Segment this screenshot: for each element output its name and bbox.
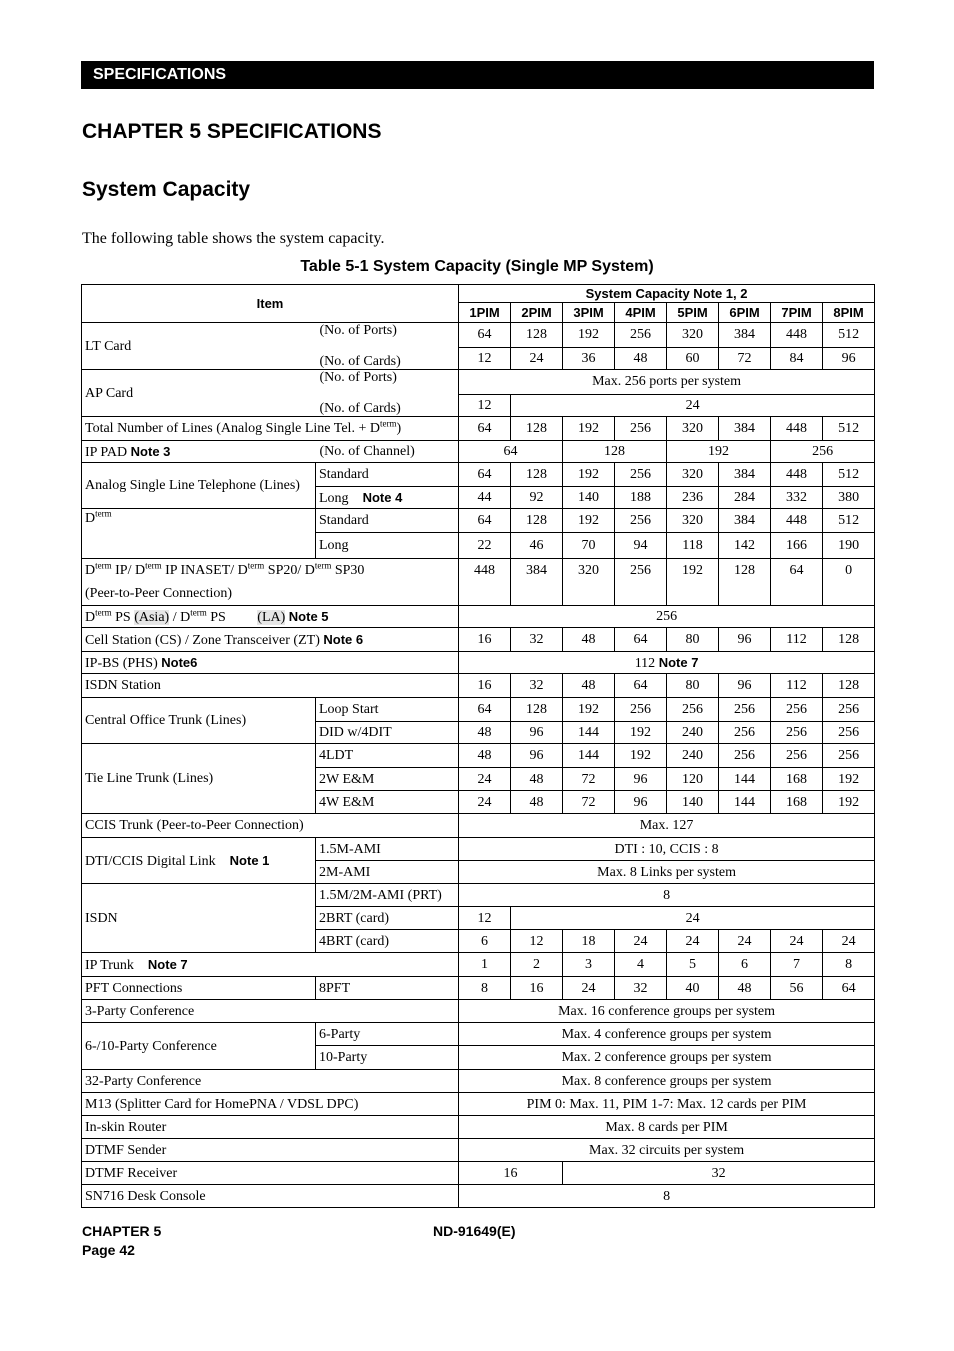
ports-unit-label: (No. of Ports)	[319, 370, 397, 385]
table-cell: 118	[667, 533, 719, 559]
table-cell: 32	[511, 628, 563, 652]
table-row	[82, 1023, 875, 1046]
row-label: DTMF Sender	[82, 1139, 459, 1162]
sub-label: 2M-AMI	[316, 861, 459, 884]
table-cell: 128	[511, 698, 563, 722]
note-label: Note 5	[288, 608, 329, 624]
table-cell: 8	[459, 977, 511, 1000]
table-row	[82, 1185, 875, 1208]
row-label: $D^{term}$ PS (Asia) / $D^{term}$ PS (LA) Note 5	[82, 606, 459, 628]
table-cell: 64	[459, 698, 511, 722]
table-cell: 64	[615, 674, 667, 698]
table-cell: 168	[771, 791, 823, 814]
cards-unit-label: (No. of Cards)	[319, 401, 401, 416]
table-cell: 64	[771, 559, 823, 606]
table-row	[82, 1116, 875, 1139]
table-cell: 192	[615, 722, 667, 744]
table-row	[82, 1000, 875, 1023]
table-cell: Max. 127	[459, 814, 875, 838]
table-cell: 192	[667, 441, 771, 463]
pim-header: 5PIM	[667, 303, 719, 323]
table-cell: 3	[563, 953, 615, 977]
table-cell: 256	[823, 698, 875, 722]
table-cell: 256	[719, 722, 771, 744]
table-cell: 384	[719, 509, 771, 533]
table-cell: 18	[563, 930, 615, 953]
table-cell: 128	[511, 323, 563, 348]
footer-page: Page 42	[82, 1242, 135, 1258]
table-cell: 448	[771, 509, 823, 533]
row-label: 3-Party Conference	[82, 1000, 459, 1023]
table-row	[82, 509, 875, 533]
row-label: 32-Party Conference	[82, 1070, 459, 1093]
table-cell: 24	[511, 907, 875, 930]
table-cell: 36	[563, 347, 615, 369]
table-cell: 84	[771, 347, 823, 369]
table-cell: 64	[615, 628, 667, 652]
table-row	[82, 323, 875, 348]
table-cell: 32	[511, 674, 563, 698]
table-cell: 96	[511, 744, 563, 768]
table-cell: 40	[667, 977, 719, 1000]
pim-header: 7PIM	[771, 303, 823, 323]
table-cell: 188	[615, 487, 667, 509]
table-cell: 384	[719, 463, 771, 487]
table-cell: 24	[823, 930, 875, 953]
table-row	[82, 628, 875, 652]
table-row	[82, 744, 875, 768]
row-label: In-skin Router	[82, 1116, 459, 1139]
table-row	[82, 814, 875, 838]
table-cell: 24	[459, 791, 511, 814]
table-cell: 48	[459, 722, 511, 744]
sub-label: Loop Start	[316, 698, 459, 722]
row-label: ISDN Station	[82, 674, 459, 698]
section-title: System Capacity	[82, 178, 251, 201]
table-cell: 24	[771, 930, 823, 953]
table-row	[82, 674, 875, 698]
table-row	[82, 1162, 875, 1185]
note-label: Note 6	[323, 631, 364, 647]
table-cell: 32	[615, 977, 667, 1000]
row-label: ISDN	[82, 884, 316, 953]
sub-label: 4BRT (card)	[316, 930, 459, 953]
table-cell: 256	[615, 559, 667, 606]
table-cell: 72	[563, 768, 615, 791]
table-row	[82, 417, 875, 441]
table-cell: 72	[719, 347, 771, 369]
sub-label: Standard	[316, 509, 459, 533]
pim-header: 4PIM	[615, 303, 667, 323]
table-cell: 144	[563, 722, 615, 744]
table-cell: 166	[771, 533, 823, 559]
row-label: IP-BS (PHS) Note6	[82, 652, 459, 674]
sub-label: 1.5M-AMI	[316, 838, 459, 861]
table-cell: 6	[719, 953, 771, 977]
table-cell: 320	[667, 509, 719, 533]
pim-header: 6PIM	[719, 303, 771, 323]
sub-label: 4W E&M	[316, 791, 459, 814]
table-row	[82, 441, 875, 463]
table-cell: 48	[563, 674, 615, 698]
section-header-bar	[81, 61, 874, 89]
table-cell: Max. 8 cards per PIM	[459, 1116, 875, 1139]
pim-header: 1PIM	[459, 303, 511, 323]
table-cell: 64	[459, 323, 511, 348]
table-cell: 64	[459, 463, 511, 487]
table-cell: Max. 16 conference groups per system	[459, 1000, 875, 1023]
table-cell: 448	[771, 323, 823, 348]
table-cell: 7	[771, 953, 823, 977]
table-cell: 12	[511, 930, 563, 953]
table-cell: 112 Note 7	[459, 652, 875, 674]
table-cell: 512	[823, 463, 875, 487]
table-cell: 48	[719, 977, 771, 1000]
table-cell: 256	[823, 722, 875, 744]
table-cell: 144	[719, 768, 771, 791]
table-cell: 192	[667, 559, 719, 606]
row-label: SN716 Desk Console	[82, 1185, 459, 1208]
table-row	[82, 652, 875, 674]
note-label: Note 3	[130, 443, 171, 459]
sub-label: 6-Party	[316, 1023, 459, 1046]
table-cell: 192	[563, 417, 615, 441]
row-label: $D^{term}$ IP/ $D^{term}$ IP INASET/ $D^{term}$ SP20/ $D^{term}$ SP30 (Peer-to-Peer Connection)	[82, 559, 459, 606]
table-cell: 128	[511, 417, 563, 441]
sub-label: Long Note 4	[316, 487, 459, 509]
table-cell: 384	[511, 559, 563, 606]
table-cell: 128	[563, 441, 667, 463]
table-cell: 332	[771, 487, 823, 509]
table-row	[82, 1093, 875, 1116]
table-cell: 48	[563, 628, 615, 652]
sub-label: 1.5M/2M-AMI (PRT)	[316, 884, 459, 907]
row-label: DTMF Receiver	[82, 1162, 459, 1185]
table-row	[82, 884, 875, 907]
table-cell: 192	[563, 323, 615, 348]
table-cell: 128	[823, 628, 875, 652]
row-label: $D^{term}$	[82, 509, 316, 559]
table-cell: 94	[615, 533, 667, 559]
row-label: M13 (Splitter Card for HomePNA / VDSL DPC)	[82, 1093, 459, 1116]
table-row	[82, 1139, 875, 1162]
sub-label: Standard	[316, 463, 459, 487]
table-cell: 5	[667, 953, 719, 977]
table-cell: 128	[719, 559, 771, 606]
section-header-label: SPECIFICATIONS	[93, 66, 227, 83]
table-cell: Max. 256 ports per system	[459, 370, 875, 395]
table-cell: Max. 4 conference groups per system	[459, 1023, 875, 1046]
table-cell: 192	[615, 744, 667, 768]
row-label: AP Card	[82, 370, 316, 417]
table-cell: 192	[563, 463, 615, 487]
table-cell: 12	[459, 907, 511, 930]
table-cell: 24	[667, 930, 719, 953]
table-cell: 22	[459, 533, 511, 559]
table-cell: 256	[667, 698, 719, 722]
table-cell: 190	[823, 533, 875, 559]
table-cell: DTI : 10, CCIS : 8	[459, 838, 875, 861]
table-cell: 112	[771, 674, 823, 698]
table-cell: 96	[615, 768, 667, 791]
table-cell: 512	[823, 509, 875, 533]
table-cell: 256	[771, 722, 823, 744]
table-cell: 128	[511, 463, 563, 487]
table-cell: 140	[667, 791, 719, 814]
unit-label: (No. of Channel)	[316, 441, 459, 463]
row-label: 6-/10-Party Conference	[82, 1023, 316, 1070]
table-cell: 256	[719, 744, 771, 768]
footer-chapter-block	[82, 1222, 161, 1260]
table-cell: 128	[823, 674, 875, 698]
table-cell: 16	[511, 977, 563, 1000]
table-cell: 80	[667, 674, 719, 698]
table-cell: 320	[563, 559, 615, 606]
sub-label: 2BRT (card)	[316, 907, 459, 930]
table-cell: 6	[459, 930, 511, 953]
system-capacity-table	[81, 284, 875, 1208]
table-cell: 140	[563, 487, 615, 509]
table-cell: 256	[771, 744, 823, 768]
table-cell: 96	[615, 791, 667, 814]
table-cell: 24	[511, 347, 563, 369]
pim-header: 8PIM	[823, 303, 875, 323]
table-cell: 142	[719, 533, 771, 559]
table-cell: 284	[719, 487, 771, 509]
table-row	[82, 1070, 875, 1093]
table-cell: 256	[719, 698, 771, 722]
table-cell: 512	[823, 323, 875, 348]
table-cell: 256	[459, 606, 875, 628]
note-label: Note 7	[147, 956, 188, 972]
table-cell: 256	[823, 744, 875, 768]
table-cell: 48	[615, 347, 667, 369]
sub-label: 8PFT	[316, 977, 459, 1000]
table-cell: 48	[511, 768, 563, 791]
table-cell: 448	[459, 559, 511, 606]
table-cell: 12	[459, 347, 511, 369]
table-cell: 48	[459, 744, 511, 768]
row-label: Analog Single Line Telephone (Lines)	[82, 463, 316, 509]
row-label: CCIS Trunk (Peer-to-Peer Connection)	[82, 814, 459, 838]
sub-label: 2W E&M	[316, 768, 459, 791]
sub-label: 4LDT	[316, 744, 459, 768]
table-cell: 0	[823, 559, 875, 606]
table-cell: 256	[615, 463, 667, 487]
table-cell: 4	[615, 953, 667, 977]
table-row	[82, 463, 875, 487]
table-cell: 128	[511, 509, 563, 533]
table-cell: Max. 32 circuits per system	[459, 1139, 875, 1162]
table-row	[82, 606, 875, 628]
table-cell: 16	[459, 1162, 563, 1185]
table-cell: 96	[823, 347, 875, 369]
table-cell: 96	[511, 722, 563, 744]
row-label: PFT Connections	[82, 977, 316, 1000]
table-cell: Max. 2 conference groups per system	[459, 1046, 875, 1070]
note-label: Note 1	[229, 852, 270, 868]
table-cell: 80	[667, 628, 719, 652]
table-cell: Max. 8 Links per system	[459, 861, 875, 884]
table-cell: 12	[459, 394, 511, 416]
cards-unit-label: (No. of Cards)	[319, 354, 401, 369]
row-label: IP Trunk Note 7	[82, 953, 459, 977]
table-cell: 256	[771, 698, 823, 722]
table-cell: 96	[719, 674, 771, 698]
table-cell: 236	[667, 487, 719, 509]
table-row	[82, 559, 875, 606]
pim-header: 2PIM	[511, 303, 563, 323]
table-cell: 192	[823, 768, 875, 791]
table-cell: 64	[459, 509, 511, 533]
table-cell: 2	[511, 953, 563, 977]
sub-label: 10-Party	[316, 1046, 459, 1070]
table-cell: 256	[615, 323, 667, 348]
table-row	[82, 977, 875, 1000]
table-cell: 380	[823, 487, 875, 509]
table-cell: 168	[771, 768, 823, 791]
row-label: IP PAD Note 3	[82, 441, 316, 463]
sub-label: Long	[316, 533, 459, 559]
table-cell: 256	[615, 509, 667, 533]
row-label: DTI/CCIS Digital Link Note 1	[82, 838, 316, 884]
table-cell: 48	[511, 791, 563, 814]
chapter-title: CHAPTER 5 SPECIFICATIONS	[82, 120, 382, 143]
table-cell: 24	[511, 394, 875, 416]
table-row	[82, 698, 875, 722]
pim-header: 3PIM	[563, 303, 615, 323]
table-cell: 24	[719, 930, 771, 953]
note-label: Note6	[161, 654, 198, 670]
table-cell: 32	[563, 1162, 875, 1185]
footer-doc-number: ND-91649(E)	[433, 1223, 516, 1239]
table-cell: 144	[563, 744, 615, 768]
table-cell: 24	[563, 977, 615, 1000]
table-cell: 24	[615, 930, 667, 953]
row-label: Cell Station (CS) / Zone Transceiver (ZT) Note 6	[82, 628, 459, 652]
table-cell: 320	[667, 463, 719, 487]
table-caption: Table 5-1 System Capacity (Single MP System)	[300, 258, 654, 275]
table-cell: 144	[719, 791, 771, 814]
table-cell: 8	[459, 884, 875, 907]
table-cell: 384	[719, 417, 771, 441]
table-cell: 64	[459, 441, 563, 463]
table-cell: 8	[823, 953, 875, 977]
table-cell: 256	[771, 441, 875, 463]
table-cell: 64	[459, 417, 511, 441]
table-cell: 56	[771, 977, 823, 1000]
table-cell: 64	[823, 977, 875, 1000]
table-cell: 92	[511, 487, 563, 509]
footer-chapter: CHAPTER 5	[82, 1223, 162, 1239]
table-cell: 16	[459, 628, 511, 652]
table-row	[82, 838, 875, 861]
table-cell: 256	[615, 698, 667, 722]
row-label: Total Number of Lines (Analog Single Line Tel. + $D^{term}$)	[82, 417, 459, 441]
table-cell: 192	[563, 509, 615, 533]
table-cell: Max. 8 conference groups per system	[459, 1070, 875, 1093]
table-cell: 448	[771, 417, 823, 441]
capacity-header: System Capacity Note 1, 2	[459, 285, 875, 303]
row-label: LT Card	[82, 323, 316, 370]
table-cell: 320	[667, 417, 719, 441]
table-row	[82, 953, 875, 977]
note-label: Note 4	[362, 489, 403, 505]
table-cell: 24	[459, 768, 511, 791]
table-cell: 240	[667, 744, 719, 768]
item-header: Item	[82, 285, 459, 323]
table-cell: 192	[823, 791, 875, 814]
table-cell: 448	[771, 463, 823, 487]
table-cell: 320	[667, 323, 719, 348]
sub-label: DID w/4DIT	[316, 722, 459, 744]
table-cell: 192	[563, 698, 615, 722]
table-cell: 16	[459, 674, 511, 698]
intro-text: The following table shows the system capacity.	[82, 230, 385, 247]
table-cell: PIM 0: Max. 11, PIM 1-7: Max. 12 cards per PIM	[459, 1093, 875, 1116]
table-cell: 96	[719, 628, 771, 652]
row-label: Central Office Trunk (Lines)	[82, 698, 316, 744]
note-label: Note 7	[658, 654, 699, 670]
table-cell: 70	[563, 533, 615, 559]
table-cell: 60	[667, 347, 719, 369]
table-cell: 112	[771, 628, 823, 652]
table-cell: 512	[823, 417, 875, 441]
table-cell: 240	[667, 722, 719, 744]
table-cell: 46	[511, 533, 563, 559]
table-cell: 8	[459, 1185, 875, 1208]
table-cell: 384	[719, 323, 771, 348]
table-cell: 256	[615, 417, 667, 441]
table-cell: 44	[459, 487, 511, 509]
table-cell: 72	[563, 791, 615, 814]
row-label: Tie Line Trunk (Lines)	[82, 744, 316, 814]
table-cell: 1	[459, 953, 511, 977]
table-cell: 120	[667, 768, 719, 791]
table-row	[82, 370, 875, 395]
ports-unit-label: (No. of Ports)	[319, 323, 397, 338]
